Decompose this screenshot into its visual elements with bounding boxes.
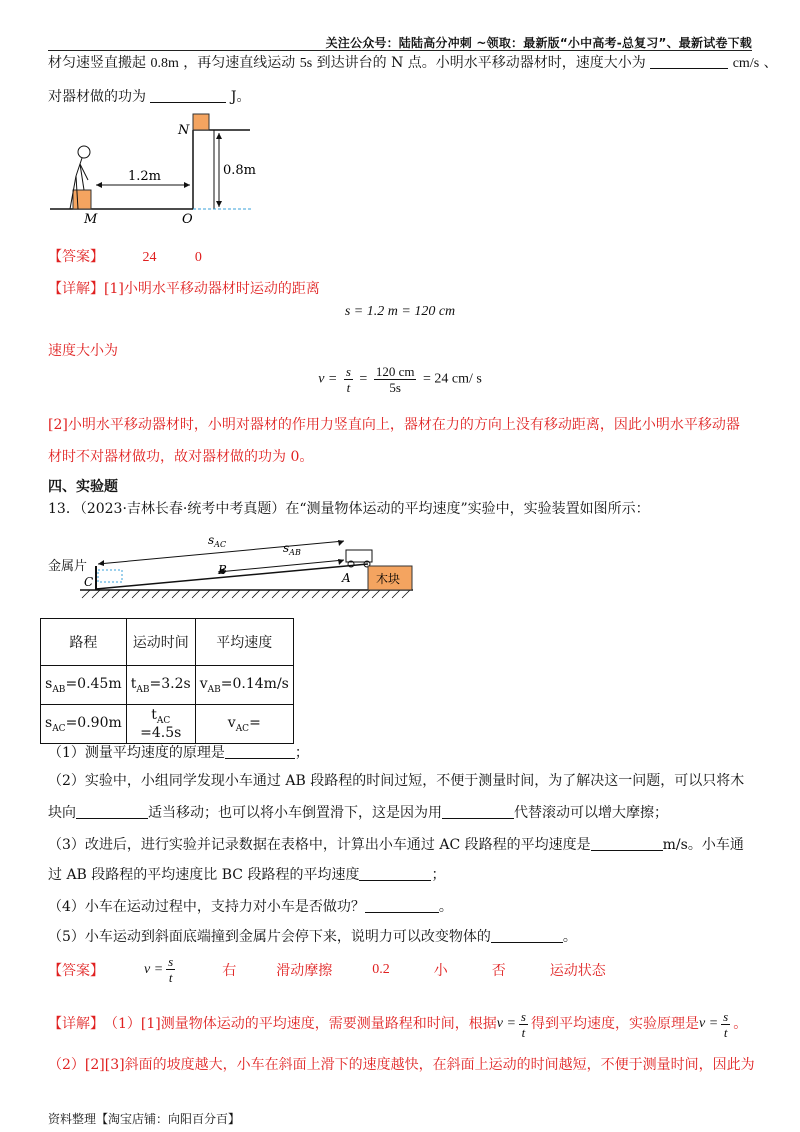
val: =0.90m [65, 714, 122, 731]
answer-value: 运动状态 [549, 962, 606, 979]
q12-line1 [48, 52, 778, 75]
val: =0.14m/s [220, 675, 289, 692]
sab-sub: AB [289, 548, 301, 557]
numerator: 120 cm [375, 364, 415, 379]
answer-blank[interactable] [225, 744, 295, 759]
label-n: N [178, 123, 190, 138]
text: 适当移动；也可以将小车倒置滑下，这是因为用 [148, 805, 442, 821]
answer-formula [144, 954, 178, 985]
label-c: C [84, 575, 94, 589]
distance-arrow-vertical [216, 133, 222, 207]
incline [96, 564, 368, 589]
data-table [40, 618, 294, 744]
sub: AB [52, 684, 66, 695]
label-a: A [342, 571, 351, 585]
answer-value: 24 [142, 250, 157, 265]
var: v [199, 675, 208, 692]
detail-label: 【详解】 [48, 281, 104, 297]
text: 代替滚动可以增大摩擦； [514, 805, 668, 821]
fraction [721, 1009, 730, 1040]
fraction [344, 364, 353, 395]
answer-value: 小 [433, 962, 448, 979]
detail-label: 【详解】 [48, 1016, 104, 1032]
sub: AC [156, 715, 171, 726]
table-row [41, 705, 294, 744]
q12-detail1 [48, 278, 753, 300]
label-metal: 金属片 [48, 559, 88, 574]
denominator: t [723, 1024, 728, 1040]
label-m: M [84, 212, 98, 226]
answer-blank[interactable] [359, 866, 431, 881]
answer-label: 【答案】 [48, 962, 104, 979]
text: ，再匀速直线运动 [183, 55, 296, 71]
numerator: s [168, 954, 174, 969]
text: m/s。小车通 [662, 837, 744, 853]
label-wood: 木块 [376, 572, 401, 586]
table-header: 路程 [41, 619, 127, 666]
label-sab [283, 541, 301, 557]
q12-detail3-line2: 材时不对器材做功，故对器材做的功为 0。 [48, 449, 314, 465]
q13-part5 [48, 926, 753, 948]
page-header: 关注公众号：陆陆高分冲刺 ~领取：最新版“小中高考-总复习”、最新试卷下载 [325, 36, 752, 50]
label-o: O [182, 212, 193, 226]
label-1.2m: 1.2m [128, 169, 162, 184]
sub: AC [235, 723, 250, 734]
text: （5）小车运动到斜面底端撞到金属片会停下来，说明力可以改变物体的 [48, 929, 491, 945]
text: 材匀速竖直搬起 [48, 55, 146, 71]
q12-figure [48, 110, 258, 226]
text: （3）改进后，进行实验并记录数据在表格中，计算出小车通过 AC 段路程的平均速度是 [48, 837, 591, 853]
label-sac [208, 533, 226, 549]
numerator: s [345, 364, 351, 379]
value: 5s [299, 56, 313, 71]
table-header: 平均速度 [195, 619, 293, 666]
q13-title: 13．（2023·吉林长春·统考中考真题）在“测量物体运动的平均速度”实验中，实验装置如图所示： [48, 501, 650, 517]
table-header: 运动时间 [126, 619, 195, 666]
eq-text: v = [318, 371, 338, 387]
text: （1）测量平均速度的原理是 [48, 745, 225, 761]
text: 块向 [48, 805, 76, 821]
var: s [45, 714, 53, 731]
label-b: B [218, 563, 227, 577]
eq-text: = [359, 371, 368, 387]
answer-blank[interactable] [150, 88, 226, 103]
fraction [374, 364, 417, 395]
value: 0.8m [150, 56, 179, 71]
table-cell [195, 666, 293, 705]
text: 过 AB 段路程的平均速度比 BC 段路程的平均速度 [48, 867, 360, 883]
q13-detail1 [48, 1010, 753, 1038]
label-0.8m: 0.8m [223, 163, 257, 178]
denominator: t [168, 970, 173, 985]
box-at-n [193, 114, 209, 130]
answer-value: 0 [194, 250, 202, 265]
answer-blank[interactable] [442, 804, 514, 819]
val: =3.2s [149, 675, 191, 692]
q12-eq2 [0, 364, 800, 395]
text: 对器材做的功为 [48, 89, 146, 105]
eq-text: v = [698, 1016, 719, 1031]
denominator: t [346, 380, 351, 395]
q13-part3-line1 [48, 834, 753, 856]
eq-text: v = [144, 961, 164, 977]
eq-text: v = [496, 1016, 516, 1031]
denominator: 5s [389, 380, 401, 395]
table-cell [126, 705, 195, 744]
text: 、 [763, 55, 778, 71]
numerator: s [723, 1008, 729, 1024]
q12-line2 [48, 86, 753, 108]
answer-value: 滑动摩擦 [276, 962, 333, 979]
sub: AC [52, 723, 66, 734]
eq-text: = 24 cm/ s [422, 371, 482, 387]
answer-value: 0.2 [372, 961, 390, 977]
text: ； [431, 867, 446, 883]
sac-sub: AC [214, 540, 227, 549]
q13-part2-line2 [48, 802, 753, 824]
inline-formula [699, 1009, 733, 1040]
answer-value: 右 [222, 962, 237, 979]
answer-blank[interactable] [650, 54, 728, 69]
q13-part2-line1: （2）实验中，小组同学发现小车通过 AB 段路程的时间过短，不便于测量时间，为了解决这一问题，可以只将木 [48, 773, 745, 789]
val: =4.5s [140, 725, 182, 742]
text: 。 [438, 899, 453, 915]
answer-blank[interactable] [76, 804, 148, 819]
section-heading: 四、实验题 [48, 479, 118, 495]
answer-blank[interactable] [365, 898, 439, 913]
var: s [45, 675, 53, 692]
q13-detail2: （2）[2][3]斜面的坡度越大，小车在斜面上滑下的速度越快，在斜面上运动的时间越短，不便于测量时间，因此为 [48, 1057, 755, 1073]
answer-blank[interactable] [591, 836, 663, 851]
answer-blank[interactable] [491, 928, 563, 943]
unit: J。 [230, 89, 251, 105]
q12-eq1: s = 1.2 m = 120 cm [344, 304, 456, 319]
text: 到达讲台的 N 点。小明水平移动器材时，速度大小为 [316, 55, 646, 71]
sab-s: s [283, 541, 290, 555]
inline-formula [497, 1009, 531, 1040]
answer-value: 否 [491, 962, 506, 979]
text: （4）小车在运动过程中，支持力对小车是否做功？ [48, 899, 365, 915]
fraction [166, 954, 175, 985]
text: 得到平均速度，实验原理是 [530, 1016, 699, 1032]
val: =0.45m [65, 675, 122, 692]
var: t [151, 706, 157, 723]
fraction [519, 1009, 528, 1040]
table-cell [41, 705, 127, 744]
table-cell [126, 666, 195, 705]
q13-figure [78, 522, 418, 604]
sub: AB [136, 684, 150, 695]
var: t [130, 675, 137, 692]
text: 。 [733, 1016, 748, 1032]
text: （1）[1]测量物体运动的平均速度，需要测量路程和时间，根据 [104, 1016, 497, 1032]
table-row [41, 666, 294, 705]
val: = [249, 714, 261, 731]
q12-detail2: 速度大小为 [48, 343, 118, 359]
numerator: s [520, 1008, 526, 1024]
table-header-row [41, 619, 294, 666]
box-at-m [73, 190, 91, 209]
header-rule [48, 50, 752, 51]
table-cell [195, 705, 293, 744]
text: 。 [562, 929, 577, 945]
q13-part4 [48, 896, 753, 918]
page-footer: 资料整理【淘宝店铺：向阳百分百】 [48, 1112, 241, 1126]
cart-dashed [98, 570, 122, 582]
denominator: t [521, 1024, 526, 1040]
q13-answer [48, 954, 753, 985]
q13-part3-line2 [48, 864, 753, 886]
var: v [227, 714, 236, 731]
q12-detail3-line1: [2]小明水平移动器材时，小明对器材的作用力竖直向上，器材在力的方向上没有移动距离，因此小明水平移动器 [48, 417, 740, 433]
unit: cm/s [732, 56, 760, 71]
text: [1]小明水平移动器材时运动的距离 [104, 281, 320, 297]
sub: AB [207, 684, 221, 695]
q13-part1 [48, 742, 753, 764]
answer-label: 【答案】 [48, 249, 104, 265]
sac-s: s [208, 533, 215, 547]
table-cell [41, 666, 127, 705]
ground-hatch [80, 590, 413, 598]
text: ； [294, 745, 309, 761]
q12-answer [48, 246, 753, 269]
